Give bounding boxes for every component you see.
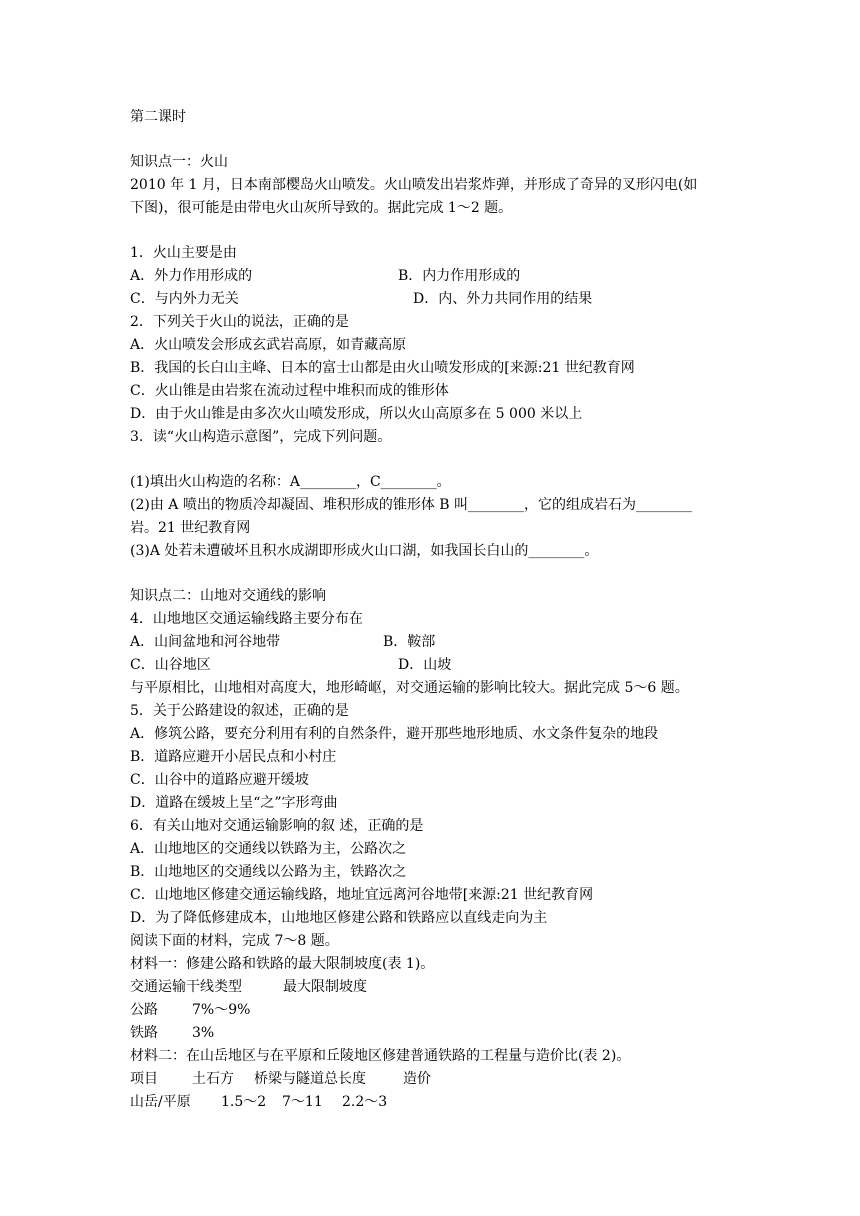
- q4-stem: 4．山地地区交通运输线路主要分布在: [130, 611, 363, 627]
- q6-option-a: A．山地地区的交通线以铁路为主，公路次之: [130, 841, 407, 857]
- table2-header-item: 项目: [130, 1071, 158, 1087]
- q4-option-d: D．山坡: [398, 657, 452, 673]
- table1-cell: 公路: [130, 1002, 158, 1018]
- q1-option-c: C．与内外力无关: [130, 291, 239, 307]
- table2-cell: 1.5～2: [221, 1094, 267, 1110]
- q1-stem: 1．火山主要是由: [130, 245, 237, 261]
- q2-option-d: D．由于火山锥是由多次火山喷发形成，所以火山高原多在 5 000 米以上: [130, 406, 583, 422]
- reading-instruction: 阅读下面的材料，完成 7～8 题。: [130, 933, 339, 949]
- q1-option-b: B．内力作用形成的: [398, 268, 521, 284]
- q1-option-a: A．外力作用形成的: [130, 268, 253, 284]
- table2-cell: 7～11: [282, 1094, 323, 1110]
- table2-header-earthwork: 土石方: [192, 1071, 234, 1087]
- section1-intro-line1: 2010 年 1 月，日本南部樱岛火山喷发。火山喷发出岩浆炸弹，并形成了奇异的叉形闪电(如: [130, 177, 698, 193]
- q2-stem: 2．下列关于火山的说法，正确的是: [130, 314, 349, 330]
- q5-option-a: A．修筑公路，要充分利用有利的自然条件，避开那些地形地质、水文条件复杂的地段: [130, 726, 659, 742]
- q3-part1: (1)填出火山构造的名称：A________，C________。: [130, 474, 451, 490]
- q3-part2-line2: 岩。21 世纪教育网: [130, 520, 251, 536]
- q5-stem: 5．关于公路建设的叙述，正确的是: [130, 703, 349, 719]
- table1-header-slope: 最大限制坡度: [283, 979, 367, 995]
- q4-option-a: A．山间盆地和河谷地带: [130, 634, 281, 650]
- q2-option-a: A．火山喷发会形成玄武岩高原，如青藏高原: [130, 337, 407, 353]
- q3-part2-line1: (2)由 A 喷出的物质冷却凝固、堆积形成的锥形体 B 叫________，它的组成岩石为________: [130, 497, 693, 513]
- q6-option-b: B．山地地区的交通线以公路为主，铁路次之: [130, 864, 407, 880]
- section2-heading: 知识点二：山地对交通线的影响: [130, 588, 326, 604]
- q6-option-c: C．山地地区修建交通运输线路，地址宜远离河谷地带[来源:21 世纪教育网: [130, 887, 594, 903]
- q3-part3: (3)A 处若未遭破坏且积水成湖即形成火山口湖，如我国长白山的________。: [130, 543, 599, 559]
- table2-cell: 山岳/平原: [130, 1094, 191, 1110]
- q2-option-b: B．我国的长白山主峰、日本的富士山都是由火山喷发形成的[来源:21 世纪教育网: [130, 360, 635, 376]
- material1-title: 材料一：修建公路和铁路的最大限制坡度(表 1)。: [130, 956, 435, 972]
- table1-cell: 3%: [192, 1025, 215, 1041]
- q4-option-b: B．鞍部: [383, 634, 436, 650]
- q5-option-c: C．山谷中的道路应避开缓坡: [130, 772, 309, 788]
- material2-title: 材料二：在山岳地区与在平原和丘陵地区修建普通铁路的工程量与造价比(表 2)。: [130, 1048, 631, 1064]
- section1-heading: 知识点一：火山: [130, 154, 228, 170]
- table1-cell: 铁路: [130, 1025, 158, 1041]
- lesson-title: 第二课时: [130, 109, 186, 125]
- table2-cell: 2.2～3: [342, 1094, 388, 1110]
- q4-option-c: C．山谷地区: [130, 657, 211, 673]
- q6-option-d: D．为了降低修建成本，山地地区修建公路和铁路应以直线走向为主: [130, 910, 548, 926]
- q5-6-intro: 与平原相比，山地相对高度大，地形崎岖，对交通运输的影响比较大。据此完成 5～6 题。: [130, 680, 689, 696]
- q6-stem: 6．有关山地对交通运输影响的叙 述，正确的是: [130, 818, 424, 834]
- table1-cell: 7%～9%: [192, 1002, 251, 1018]
- table2-header-cost: 造价: [403, 1071, 431, 1087]
- table2-header-bridge-tunnel: 桥梁与隧道总长度: [254, 1071, 366, 1087]
- section1-intro-line2: 下图)，很可能是由带电火山灰所导致的。据此完成 1～2 题。: [130, 200, 513, 216]
- q5-option-b: B．道路应避开小居民点和小村庄: [130, 749, 337, 765]
- q3-stem: 3．读“火山构造示意图”，完成下列问题。: [130, 429, 392, 445]
- table1-header-type: 交通运输干线类型: [130, 979, 242, 995]
- q1-option-d: D．内、外力共同作用的结果: [413, 291, 593, 307]
- q2-option-c: C．火山锥是由岩浆在流动过程中堆积而成的锥形体: [130, 383, 449, 399]
- q5-option-d: D．道路在缓坡上呈“之”字形弯曲: [130, 795, 338, 811]
